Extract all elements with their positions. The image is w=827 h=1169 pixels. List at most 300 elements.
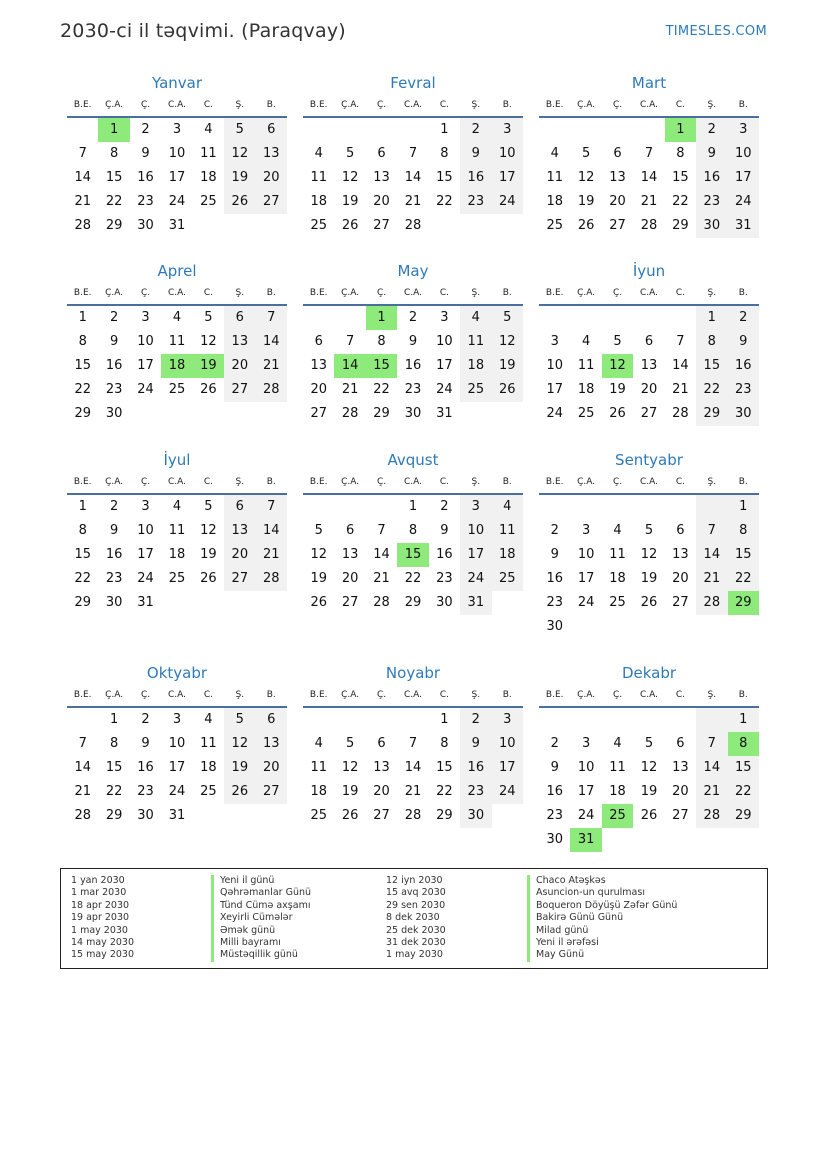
legend-date: 31 dek 2030 — [386, 936, 446, 948]
day-cell: 26 — [492, 378, 523, 402]
empty-cell — [303, 306, 334, 330]
empty-cell — [665, 708, 696, 732]
empty-cell — [665, 828, 696, 852]
weekday-label: Ç.A. — [105, 690, 124, 700]
day-cell: 15 — [74, 547, 91, 562]
day-cell: 14 — [256, 519, 287, 543]
day-cell: 13 — [341, 547, 359, 562]
weekday-header — [539, 688, 759, 708]
weekday-label: C.A. — [403, 477, 422, 487]
month-4 — [67, 262, 287, 426]
day-cell: 16 — [728, 354, 759, 378]
day-cell: 9 — [109, 523, 119, 538]
legend-holiday-name: Müstəqillik günü — [211, 949, 311, 961]
day-cell: 4 — [581, 334, 591, 349]
weekday-label: Ş. — [471, 690, 481, 700]
legend-holiday-name: Bakirə Günü Günü — [527, 912, 677, 924]
day-cell: 1 — [728, 495, 759, 519]
legend-holiday-name: Yeni il günü — [211, 875, 311, 887]
day-cell: 8 — [109, 146, 119, 161]
day-grid — [303, 306, 523, 426]
day-cell: 24 — [137, 571, 154, 586]
empty-cell — [334, 306, 365, 330]
weekday-label: Ç.A. — [577, 477, 596, 487]
day-cell: 1 — [78, 499, 87, 514]
day-cell: 14 — [74, 170, 91, 185]
empty-cell — [492, 804, 523, 828]
day-grid — [67, 118, 287, 238]
day-cell: 4 — [550, 146, 559, 161]
day-cell: 2 — [408, 310, 418, 325]
day-cell: 23 — [546, 808, 563, 823]
day-cell: 10 — [137, 523, 154, 538]
legend-date: 14 may 2030 — [71, 936, 135, 948]
day-grid — [303, 495, 523, 615]
weekday-label: Ç. — [612, 690, 623, 700]
day-cell: 5 — [224, 708, 255, 732]
day-cell: 8 — [377, 334, 386, 349]
empty-cell — [602, 828, 633, 852]
day-cell: 25 — [168, 382, 186, 397]
day-cell: 28 — [341, 406, 359, 421]
weekday-label: Ç. — [140, 690, 151, 700]
weekday-label: Ş. — [235, 100, 245, 110]
legend-names-col-1 — [211, 875, 311, 962]
day-cell: 29 — [404, 595, 422, 610]
day-cell: 18 — [460, 354, 491, 378]
weekday-label: Ç. — [140, 288, 151, 298]
empty-cell — [67, 118, 98, 142]
day-cell: 3 — [172, 122, 182, 137]
legend-date: 15 may 2030 — [71, 949, 135, 961]
day-cell: 27 — [609, 218, 626, 233]
weekday-label: B.E. — [73, 100, 92, 110]
day-cell: 2 — [109, 310, 119, 325]
day-cell: 23 — [105, 571, 123, 586]
empty-cell — [696, 615, 727, 639]
day-cell: 26 — [341, 218, 359, 233]
day-cell: 29 — [105, 808, 123, 823]
day-cell: 30 — [137, 808, 154, 823]
day-cell: 14 — [696, 756, 727, 780]
empty-cell — [492, 591, 523, 615]
day-cell: 10 — [137, 334, 154, 349]
day-cell: 7 — [78, 146, 87, 161]
day-cell: 17 — [137, 358, 154, 373]
empty-cell — [130, 402, 161, 426]
weekday-label: Ş. — [235, 690, 245, 700]
weekday-label: C. — [675, 477, 685, 487]
empty-cell — [334, 708, 365, 732]
weekday-label: Ç. — [140, 477, 151, 487]
day-cell: 6 — [377, 736, 386, 751]
month-name: Mart — [631, 74, 667, 92]
day-cell: 12 — [341, 760, 359, 775]
day-cell: 24 — [168, 784, 186, 799]
empty-cell — [570, 708, 601, 732]
legend-holiday-name: Asuncion-un qurulması — [527, 887, 677, 899]
day-cell: 10 — [577, 547, 595, 562]
day-cell: 16 — [546, 784, 563, 799]
weekday-label: C.A. — [403, 690, 422, 700]
day-cell: 1 — [665, 118, 696, 142]
weekday-label: Ş. — [471, 100, 481, 110]
day-cell: 7 — [256, 306, 287, 330]
empty-cell — [366, 708, 397, 732]
day-cell: 14 — [672, 358, 689, 373]
legend-holiday-name: Milli bayramı — [211, 937, 311, 949]
weekday-label: Ç. — [612, 100, 623, 110]
day-cell: 31 — [168, 808, 186, 823]
day-cell: 21 — [640, 194, 658, 209]
weekday-label: B. — [502, 477, 512, 487]
day-cell: 29 — [728, 804, 759, 828]
day-cell: 20 — [373, 784, 390, 799]
weekday-label: C. — [439, 690, 449, 700]
day-cell: 5 — [314, 523, 323, 538]
day-cell: 27 — [310, 406, 327, 421]
empty-cell — [193, 804, 224, 828]
day-cell: 8 — [440, 146, 449, 161]
weekday-label: Ç.A. — [341, 100, 360, 110]
day-cell: 20 — [672, 571, 689, 586]
day-cell: 12 — [200, 523, 217, 538]
day-cell: 1 — [366, 306, 397, 330]
day-cell: 5 — [345, 146, 355, 161]
day-cell: 30 — [404, 406, 422, 421]
day-cell: 3 — [581, 523, 591, 538]
day-cell: 31 — [137, 595, 154, 610]
weekday-label: Ç.A. — [341, 690, 360, 700]
legend-dates-col-2 — [386, 875, 446, 962]
day-cell: 20 — [256, 756, 287, 780]
weekday-label: Ç.A. — [105, 288, 124, 298]
day-cell: 2 — [728, 306, 759, 330]
day-cell: 6 — [345, 523, 355, 538]
day-cell: 21 — [404, 194, 422, 209]
day-cell: 12 — [640, 760, 658, 775]
month-12 — [539, 664, 759, 852]
weekday-label: B. — [738, 477, 748, 487]
day-cell: 30 — [460, 804, 491, 828]
day-cell: 7 — [408, 146, 418, 161]
day-cell: 14 — [256, 330, 287, 354]
weekday-label: Ş. — [707, 477, 717, 487]
day-cell: 26 — [640, 595, 658, 610]
empty-cell — [570, 495, 601, 519]
legend-holiday-name: Chaco Atəşkəs — [527, 875, 677, 887]
day-cell: 2 — [440, 499, 449, 514]
weekday-label: Ç.A. — [105, 477, 124, 487]
day-cell: 13 — [256, 142, 287, 166]
day-cell: 13 — [224, 330, 255, 354]
day-cell: 2 — [550, 736, 559, 751]
legend-dates-col-1 — [71, 875, 134, 962]
legend-date: 1 may 2030 — [386, 949, 443, 961]
day-cell: 6 — [256, 118, 287, 142]
day-cell: 7 — [676, 334, 685, 349]
legend-holiday-name: Xeyirli Cümələr — [211, 912, 311, 924]
day-cell: 19 — [492, 354, 523, 378]
day-cell: 18 — [200, 760, 217, 775]
empty-cell — [570, 118, 601, 142]
day-cell: 31 — [168, 218, 186, 233]
day-cell: 22 — [696, 378, 727, 402]
weekday-label: C.A. — [403, 100, 422, 110]
month-name: Oktyabr — [146, 664, 208, 682]
day-cell: 14 — [334, 354, 365, 378]
day-cell: 10 — [492, 732, 523, 756]
day-cell: 15 — [436, 170, 453, 185]
day-cell: 9 — [550, 760, 559, 775]
day-cell: 13 — [310, 358, 327, 373]
day-cell: 18 — [161, 354, 192, 378]
day-cell: 19 — [310, 571, 327, 586]
day-cell: 2 — [460, 118, 491, 142]
day-cell: 9 — [109, 334, 119, 349]
empty-cell — [492, 402, 523, 426]
day-cell: 1 — [109, 712, 119, 727]
day-cell: 1 — [98, 118, 129, 142]
day-cell: 26 — [200, 382, 217, 397]
empty-cell — [570, 306, 601, 330]
day-cell: 3 — [141, 310, 150, 325]
empty-cell — [728, 828, 759, 852]
month-3 — [539, 74, 759, 238]
weekday-label: C. — [675, 690, 685, 700]
day-cell: 26 — [224, 190, 255, 214]
empty-cell — [256, 402, 287, 426]
day-cell: 18 — [492, 543, 523, 567]
empty-cell — [665, 306, 696, 330]
weekday-label: C. — [203, 288, 213, 298]
day-cell: 5 — [204, 499, 213, 514]
day-cell: 12 — [577, 170, 595, 185]
day-cell: 27 — [224, 567, 255, 591]
day-cell: 7 — [78, 736, 87, 751]
day-cell: 20 — [224, 354, 255, 378]
day-cell: 9 — [550, 547, 559, 562]
day-cell: 26 — [609, 406, 626, 421]
day-cell: 21 — [341, 382, 359, 397]
day-cell: 24 — [546, 406, 563, 421]
day-cell: 30 — [137, 218, 154, 233]
day-cell: 12 — [640, 547, 658, 562]
weekday-header — [303, 98, 523, 118]
day-cell: 5 — [644, 736, 654, 751]
day-cell: 2 — [109, 499, 119, 514]
weekday-label: Ç. — [376, 690, 387, 700]
weekday-label: Ç.A. — [577, 288, 596, 298]
empty-cell — [193, 402, 224, 426]
day-cell: 30 — [546, 832, 563, 847]
day-cell: 28 — [74, 218, 91, 233]
day-grid — [303, 708, 523, 828]
day-cell: 4 — [613, 736, 622, 751]
day-cell: 22 — [728, 567, 759, 591]
day-cell: 19 — [577, 194, 595, 209]
day-cell: 4 — [204, 712, 213, 727]
weekday-label: C. — [675, 100, 685, 110]
day-cell: 28 — [256, 567, 287, 591]
empty-cell — [193, 591, 224, 615]
empty-cell — [539, 708, 570, 732]
legend-holiday-name: Əmək günü — [211, 925, 311, 937]
day-cell: 17 — [546, 382, 563, 397]
day-cell: 3 — [460, 495, 491, 519]
day-cell: 21 — [373, 571, 390, 586]
day-cell: 5 — [224, 118, 255, 142]
month-name: İyun — [632, 262, 666, 280]
month-name: Sentyabr — [615, 451, 683, 469]
day-cell: 9 — [696, 142, 727, 166]
month-name: May — [397, 262, 429, 280]
day-cell: 20 — [256, 166, 287, 190]
legend-date: 25 dek 2030 — [386, 924, 446, 936]
day-cell: 5 — [204, 310, 213, 325]
day-cell: 23 — [460, 190, 491, 214]
empty-cell — [303, 708, 334, 732]
day-cell: 3 — [440, 310, 449, 325]
day-cell: 6 — [613, 146, 622, 161]
weekday-label: B. — [502, 100, 512, 110]
weekday-label: Ç.A. — [577, 100, 596, 110]
day-cell: 6 — [314, 334, 323, 349]
day-cell: 12 — [200, 334, 217, 349]
legend-holiday-name: Tünd Cümə axşamı — [211, 900, 311, 912]
day-cell: 23 — [460, 780, 491, 804]
day-cell: 14 — [640, 170, 658, 185]
day-cell: 4 — [460, 306, 491, 330]
day-grid — [67, 306, 287, 426]
empty-cell — [602, 118, 633, 142]
day-cell: 23 — [137, 194, 154, 209]
weekday-label: C.A. — [403, 288, 422, 298]
empty-cell — [665, 495, 696, 519]
day-cell: 6 — [676, 523, 685, 538]
day-grid — [303, 118, 523, 238]
empty-cell — [728, 615, 759, 639]
weekday-label: B. — [266, 477, 276, 487]
empty-cell — [366, 118, 397, 142]
day-cell: 21 — [696, 780, 727, 804]
day-cell: 21 — [74, 784, 91, 799]
day-cell: 3 — [581, 736, 591, 751]
weekday-label: B.E. — [73, 690, 92, 700]
day-cell: 12 — [341, 170, 359, 185]
day-cell: 30 — [105, 595, 123, 610]
weekday-label: B.E. — [545, 288, 564, 298]
day-cell: 26 — [640, 808, 658, 823]
day-cell: 20 — [640, 382, 658, 397]
weekday-label: B. — [502, 288, 512, 298]
day-cell: 13 — [672, 760, 689, 775]
day-cell: 26 — [200, 571, 217, 586]
weekday-label: Ş. — [707, 690, 717, 700]
empty-cell — [633, 615, 664, 639]
day-cell: 10 — [546, 358, 563, 373]
day-cell: 8 — [78, 523, 87, 538]
day-cell: 1 — [408, 499, 418, 514]
day-cell: 27 — [672, 808, 689, 823]
weekday-label: Ş. — [707, 288, 717, 298]
day-cell: 26 — [224, 780, 255, 804]
weekday-label: Ç. — [140, 100, 151, 110]
day-cell: 2 — [460, 708, 491, 732]
weekday-label: B. — [502, 690, 512, 700]
empty-cell — [256, 804, 287, 828]
day-cell: 19 — [640, 571, 658, 586]
day-cell: 20 — [310, 382, 327, 397]
day-cell: 11 — [168, 523, 186, 538]
weekday-label: C.A. — [639, 100, 658, 110]
day-cell: 1 — [728, 708, 759, 732]
day-cell: 16 — [436, 547, 453, 562]
day-cell: 29 — [74, 595, 91, 610]
day-cell: 3 — [492, 118, 523, 142]
day-cell: 29 — [74, 406, 91, 421]
weekday-label: Ş. — [471, 477, 481, 487]
day-cell: 8 — [109, 736, 119, 751]
weekday-label: B.E. — [73, 288, 92, 298]
day-cell: 28 — [74, 808, 91, 823]
day-cell: 10 — [168, 146, 186, 161]
day-cell: 17 — [137, 547, 154, 562]
day-cell: 1 — [78, 310, 87, 325]
day-cell: 11 — [310, 170, 327, 185]
weekday-header — [303, 475, 523, 495]
legend-holiday-name: Boqueron Döyüşü Zəfər Günü — [527, 900, 677, 912]
weekday-label: B. — [738, 100, 748, 110]
day-cell: 24 — [492, 190, 523, 214]
day-cell: 12 — [310, 547, 327, 562]
day-cell: 15 — [672, 170, 689, 185]
empty-cell — [67, 708, 98, 732]
month-name: Fevral — [390, 74, 436, 92]
day-cell: 30 — [546, 619, 563, 634]
legend-date: 15 avq 2030 — [386, 887, 446, 899]
weekday-label: Ç. — [612, 477, 623, 487]
day-cell: 29 — [436, 808, 453, 823]
day-cell: 28 — [404, 218, 422, 233]
day-cell: 24 — [137, 382, 154, 397]
day-cell: 15 — [397, 543, 428, 567]
day-cell: 31 — [460, 591, 491, 615]
weekday-label: B.E. — [545, 690, 564, 700]
empty-cell — [602, 306, 633, 330]
legend-date: 12 iyn 2030 — [386, 875, 443, 886]
day-cell: 16 — [137, 170, 154, 185]
month-5 — [303, 262, 523, 426]
day-cell: 21 — [696, 567, 727, 591]
day-cell: 19 — [341, 784, 359, 799]
day-cell: 21 — [404, 784, 422, 799]
weekday-label: B.E. — [545, 100, 564, 110]
month-name: İyul — [163, 451, 191, 469]
day-cell: 17 — [460, 543, 491, 567]
weekday-label: C. — [439, 477, 449, 487]
site-logo[interactable]: TIMESLES.COM — [665, 24, 767, 39]
legend-date: 18 apr 2030 — [71, 899, 130, 911]
day-cell: 21 — [256, 543, 287, 567]
day-cell: 16 — [404, 358, 422, 373]
day-cell: 6 — [224, 306, 255, 330]
day-cell: 27 — [672, 595, 689, 610]
day-cell: 16 — [137, 760, 154, 775]
weekday-label: B.E. — [309, 690, 328, 700]
empty-cell — [696, 708, 727, 732]
page-title: 2030-ci il təqvimi. (Paraqvay) — [60, 20, 346, 42]
